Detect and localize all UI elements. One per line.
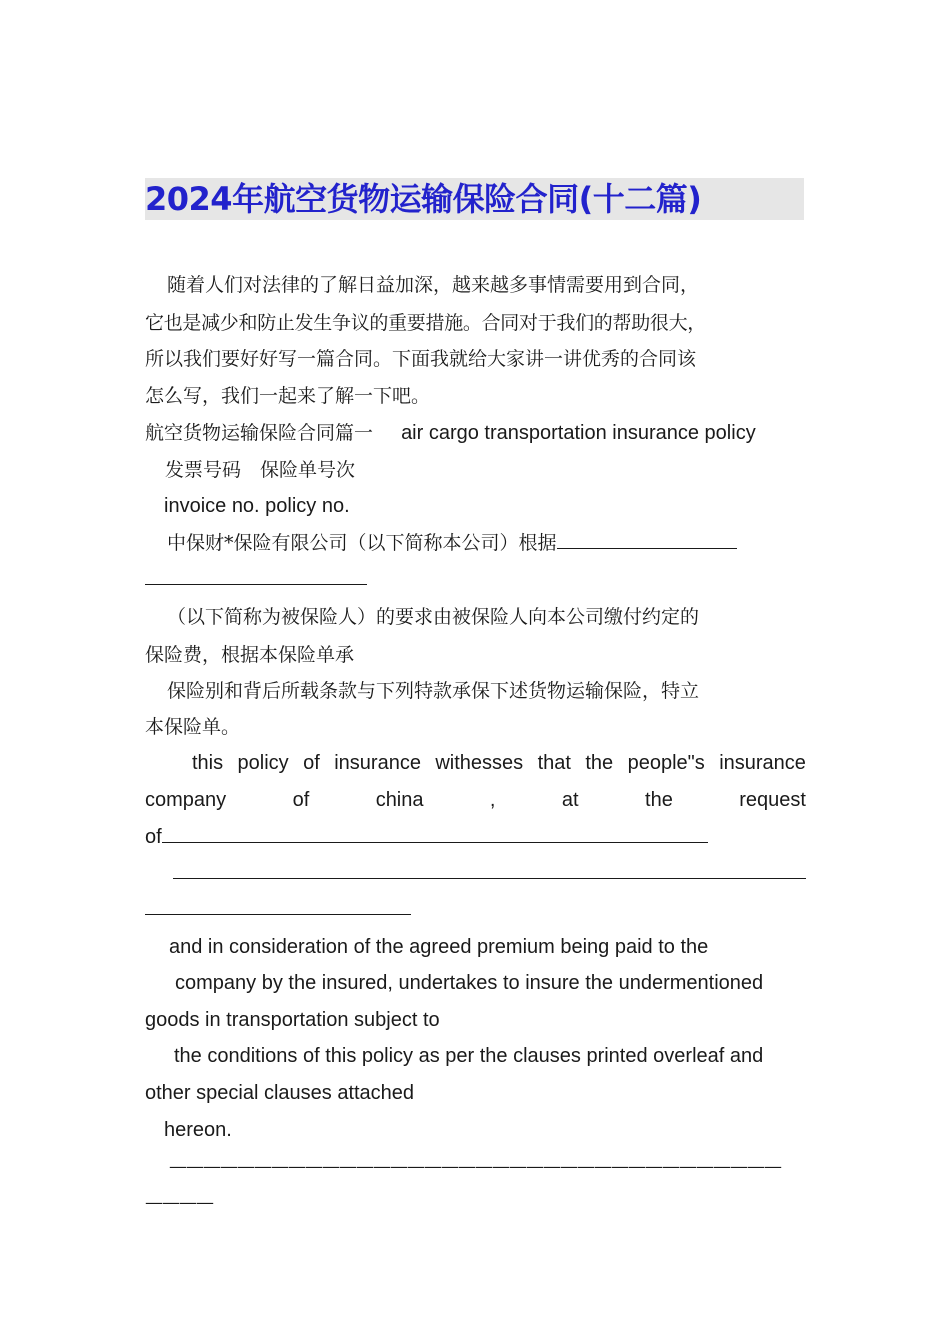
goods-line: goods in transportation subject to	[145, 1009, 440, 1031]
insured-line-2: 保险费，根据本保险单承	[145, 644, 355, 666]
intro-line-2: 它也是减少和防止发生争议的重要措施。合同对于我们的帮助很大，	[145, 312, 707, 334]
policy-en-line-3	[145, 822, 806, 852]
policy-word-5: that	[537, 752, 571, 774]
word-china: china	[375, 789, 424, 811]
blank-line-1	[145, 564, 806, 594]
word-company: company	[145, 789, 227, 811]
hereon-line: hereon.	[164, 1119, 232, 1141]
policy-word-1: policy	[237, 752, 289, 774]
blank-field-2	[145, 564, 367, 585]
policy-word-6: the	[585, 752, 614, 774]
policy-word-2: of	[303, 752, 320, 774]
policy-word-7: people"s	[627, 752, 705, 774]
word-request: request	[739, 789, 806, 811]
dash-line-2: ————	[145, 1192, 213, 1213]
section-heading	[145, 418, 806, 448]
intro-line-1: 随着人们对法律的了解日益加深，越来越多事情需要用到合同，	[167, 274, 700, 296]
blank-line-2	[145, 858, 806, 888]
blank-field-5	[145, 894, 411, 915]
word-of: of	[292, 789, 310, 811]
blank-line-3	[145, 894, 806, 924]
dash-line-1: ————————————————————————————————————	[169, 1156, 781, 1177]
insurance-line-1: 保险别和背后所载条款与下列特款承保下述货物运输保险，特立	[167, 680, 700, 702]
invoice-cn-line: 发票号码 保险单号次	[165, 459, 356, 481]
word-at: at	[561, 789, 579, 811]
policy-en-line-1	[145, 748, 806, 778]
insured-line-1: （以下简称为被保险人）的要求由被保险人向本公司缴付约定的	[167, 606, 700, 628]
intro-line-4: 怎么写，我们一起来了解一下吧。	[145, 385, 431, 407]
company-by-line: company by the insured, undertakes to insure the undermentioned	[175, 972, 764, 994]
insurance-line-2: 本保险单。	[145, 716, 241, 738]
blank-field-3	[162, 822, 708, 843]
policy-word-3: insurance	[334, 752, 421, 774]
policy-en-line-2	[145, 785, 806, 815]
blank-field-4	[173, 858, 806, 879]
word-comma: ,	[489, 789, 496, 811]
policy-word-4: withesses	[435, 752, 524, 774]
company-text: 中保财*保险有限公司（以下简称本公司）根据	[167, 532, 557, 554]
conditions-line: the conditions of this policy as per the clauses printed overleaf and	[174, 1045, 764, 1067]
document-title: 2024年航空货物运输保险合同(十二篇)	[145, 178, 804, 220]
policy-word-8: insurance	[719, 752, 806, 774]
other-line: other special clauses attached	[145, 1082, 415, 1104]
word-of-2: of	[145, 826, 162, 848]
blank-field-1	[557, 528, 737, 549]
invoice-en-line: invoice no. policy no.	[164, 495, 350, 517]
company-line	[145, 528, 806, 558]
word-the: the	[645, 789, 673, 811]
consideration-line: and in consideration of the agreed premium being paid to the	[169, 936, 709, 958]
section-title-en: air cargo transportation insurance policy	[401, 422, 756, 444]
section-title-cn: 航空货物运输保险合同篇一	[145, 422, 374, 444]
policy-word-0: this	[192, 752, 224, 774]
intro-line-3: 所以我们要好好写一篇合同。下面我就给大家讲一讲优秀的合同该	[145, 348, 697, 370]
